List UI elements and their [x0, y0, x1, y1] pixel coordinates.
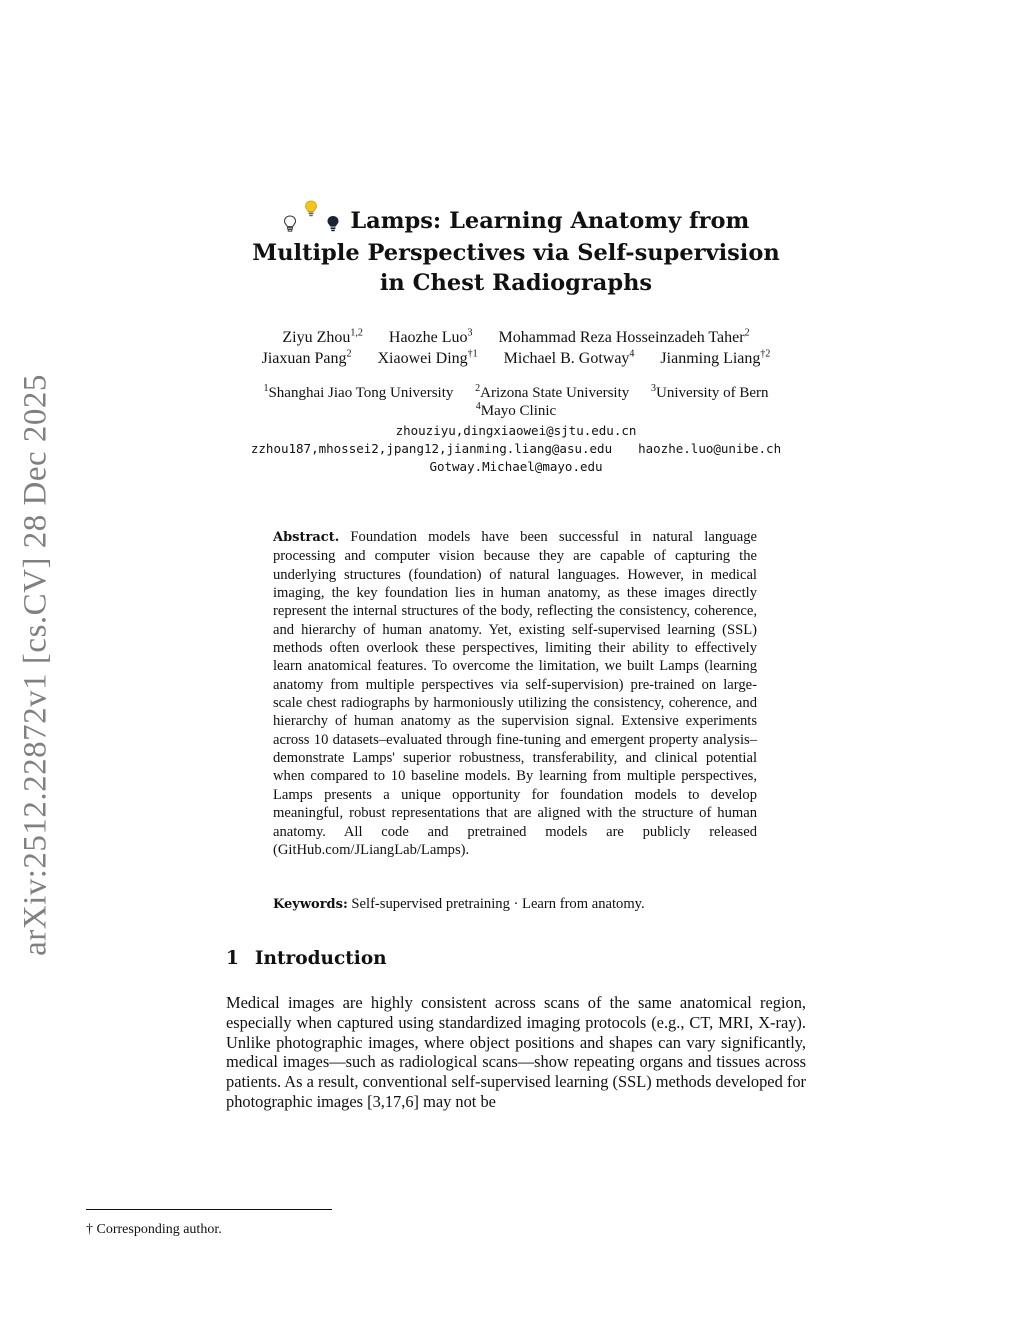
- section-title: Introduction: [254, 948, 387, 969]
- keywords-label: Keywords:: [273, 897, 348, 912]
- lightbulb-dark-icon: [326, 215, 340, 233]
- abstract-text: Foundation models have been successful in natural language processing and computer vision because they are capable of capturing the underlying structures (foundation) of natural languages. However, in medical imaging, the key foundation lies in human anatomy, as these images directly represent the internal structures of the body, reflecting the consistency, coherence, and hierarchy of human anatomy. Yet, existing self-supervised learning (SSL) methods often overlook these perspectives, limiting their ability to effectively learn anatomical features. To overcome the limitation, we built Lamps (learning anatomy from multiple perspectives via self-supervision) pre-trained on large-scale chest radiographs by harmoniously utilizing the consistency, coherence, and hierarchy of human anatomy as the supervision signal. Extensive experiments across 10 datasets–evaluated through fine-tuning and emergent property analysis–demonstrate Lamps' superior robustness, transferability, and clinical potential when compared to 10 baseline models. By learning from multiple perspectives, Lamps presents a unique opportunity for foundation models to develop meaningful, robust representations that are aligned with the structure of human anatomy. All code and pretrained models are publicly released (GitHub.com/JLiangLab/Lamps).: [273, 529, 757, 858]
- affiliations-line-1: [226, 384, 806, 403]
- paper-title: Lamps: Learning Anatomy from Multiple Perspectives via Self-supervision in Chest Radiographs: [252, 208, 780, 296]
- arxiv-stamp: [14, 370, 58, 960]
- author: Xiaowei Ding$^{\dagger 1}$: [377, 348, 478, 367]
- author: Haozhe Luo$^3$: [388, 327, 473, 346]
- email: Gotway.Michael@mayo.edu: [429, 459, 603, 474]
- abstract-label: Abstract.: [273, 530, 340, 545]
- arxiv-stamp-text: arXiv:2512.22872v1 [cs.CV] 28 Dec 2025: [17, 374, 54, 956]
- paper-title-block: [236, 200, 796, 298]
- keywords-text: Self-supervised pretraining · Learn from anatomy.: [351, 896, 645, 912]
- author: Jianming Liang$^{\dagger 2}$: [660, 348, 771, 367]
- lamp-icons: [283, 200, 341, 238]
- author: Michael B. Gotway$^4$: [503, 348, 635, 367]
- section-heading: [226, 948, 387, 969]
- email-line-2: [200, 440, 832, 458]
- author: Mohammad Reza Hosseinzadeh Taher$^2$: [498, 327, 750, 346]
- affiliation: $^4$Mayo Clinic: [475, 401, 557, 419]
- author-list-line-2: [226, 349, 806, 369]
- lightbulb-outline-icon: [283, 215, 297, 233]
- affiliation: $^2$Arizona State University: [475, 383, 630, 401]
- footnote-rule: [86, 1209, 332, 1210]
- lightbulb-lit-icon: [304, 200, 318, 224]
- intro-paragraph: Medical images are highly consistent across scans of the same anatomical region, especially when captured using standardized imaging protocols (e.g., CT, MRI, X-ray). Unlike photographic images, where object positions and shapes can vary significantly, medical images—such as radiological scans—show repeating organs and tissues across patients. As a result, conventional self-supervised learning (SSL) methods developed for photographic images [3,17,6] may not be: [226, 993, 806, 1111]
- email-line-3: [200, 458, 832, 476]
- email: zhouziyu,dingxiaowei@sjtu.edu.cn: [395, 423, 637, 438]
- author: Ziyu Zhou$^{1,2}$: [282, 327, 363, 346]
- email-line-1: [200, 422, 832, 440]
- abstract: [273, 528, 757, 859]
- affiliations-line-2: [226, 402, 806, 421]
- footnote: † Corresponding author.: [86, 1222, 222, 1237]
- affiliation: $^1$Shanghai Jiao Tong University: [263, 383, 454, 401]
- affiliation: $^3$University of Bern: [651, 383, 769, 401]
- section-number: 1: [226, 948, 239, 969]
- keywords: [273, 896, 757, 913]
- author-list-line-1: [226, 328, 806, 348]
- author: Jiaxuan Pang$^2$: [261, 348, 352, 367]
- email: zzhou187,mhossei2,jpang12,jianming.liang@asu.edu: [250, 441, 613, 456]
- email: haozhe.luo@unibe.ch: [638, 441, 782, 456]
